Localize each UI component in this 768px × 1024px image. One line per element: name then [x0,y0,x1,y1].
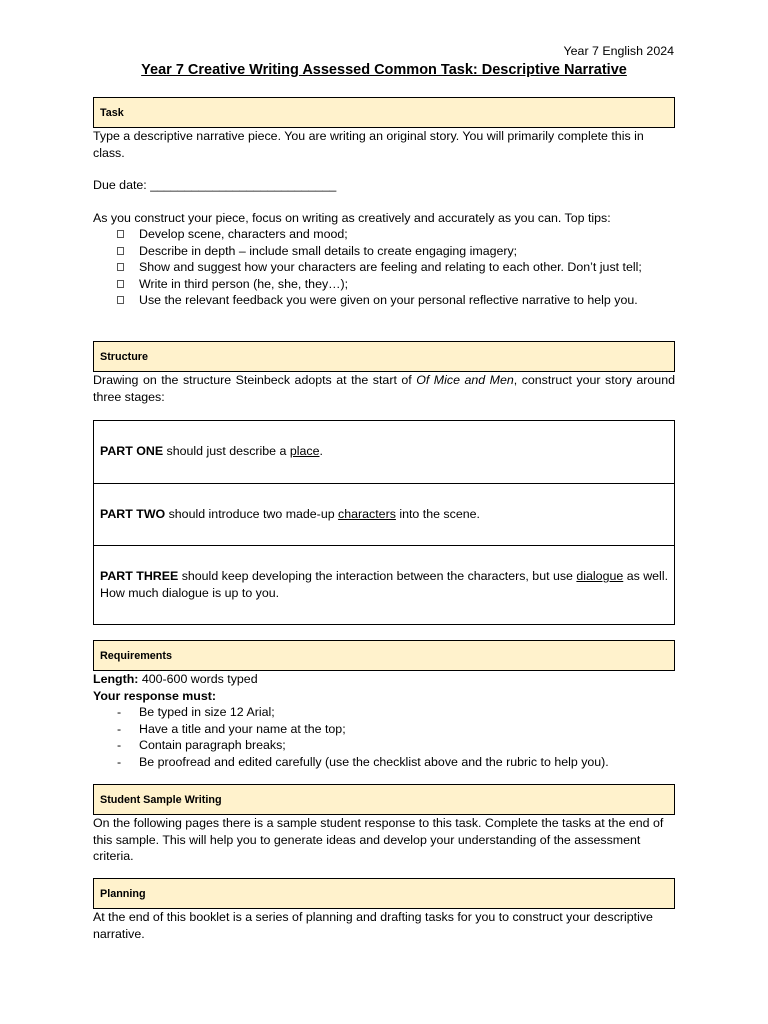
list-item: Show and suggest how your characters are feeling and relating to each other. Don’t just tell; [93,259,675,276]
list-item: Develop scene, characters and mood; [93,226,675,243]
due-date-label: Due date: [93,178,151,192]
dash-bullet: - [117,738,122,752]
table-row: PART ONE should just describe a place. [94,421,674,484]
planning-text: At the end of this booklet is a series of planning and drafting tasks for you to construct your descriptive narrative. [93,910,653,941]
task-section [93,97,675,309]
book-title: Of Mice and Men [416,373,514,387]
checkbox-bullet-icon [117,247,124,255]
dash-bullet: - [117,754,122,769]
table-row: PART THREE should keep developing the interaction between the characters, but use dialogue as well. How much dialogue is up to you. [100,569,669,600]
due-date-line [93,177,675,194]
checkbox-bullet-icon [117,230,124,238]
list-item: - Be proofread and edited carefully (use the checklist above and the rubric to help you). [117,754,609,769]
page-title: Year 7 Creative Writing Assessed Common Task: Descriptive Narrative [141,62,627,78]
list-item: - Contain paragraph breaks; [117,738,286,752]
tips-list [93,226,675,309]
requirements-heading: Requirements [93,640,675,671]
sample-text: On the following pages there is a sample student response to this task. Complete the tasks at the end of this sample. This will help you to generate ideas and develop your understanding of the assessment criteria. [93,816,664,863]
list-item: - Have a title and your name at the top; [117,721,346,736]
structure-section [93,341,675,405]
task-intro: Type a descriptive narrative piece. You are writing an original story. You will primarily complete this in class. [93,129,644,160]
structure-heading: Structure [93,341,675,372]
planning-heading: Planning [93,878,675,909]
checkbox-bullet-icon [117,280,124,288]
tips-intro: As you construct your piece, focus on writing as creatively and accurately as you can. Top tips: [93,210,611,225]
structure-intro: Drawing on the structure Steinbeck adopts at the start of Of Mice and Men, construct your story around three stages: [93,373,675,404]
parts-table [93,420,675,625]
dash-bullet: - [117,721,122,736]
list-item: Describe in depth – include small details to create engaging imagery; [93,243,675,260]
due-date-blank: ___________________________ [150,178,337,192]
must-label: Your response must: [93,688,217,703]
table-row: PART TWO should introduce two made-up characters into the scene. [94,484,674,546]
dash-bullet: - [117,705,122,719]
length-line: Length: 400-600 words typed [93,672,258,686]
requirements-section [93,640,675,770]
sample-section [93,784,675,865]
list-item: Write in third person (he, she, they…); [93,276,675,293]
checkbox-bullet-icon [117,296,124,304]
list-item: - Be typed in size 12 Arial; [117,705,275,719]
list-item: Use the relevant feedback you were given on your personal reflective narrative to help you. [93,292,675,309]
sample-heading: Student Sample Writing [93,784,675,815]
course-label: Year 7 English 2024 [563,44,674,58]
planning-section [93,878,675,942]
requirements-list [93,704,675,770]
task-heading: Task [93,97,675,128]
checkbox-bullet-icon [117,263,124,271]
